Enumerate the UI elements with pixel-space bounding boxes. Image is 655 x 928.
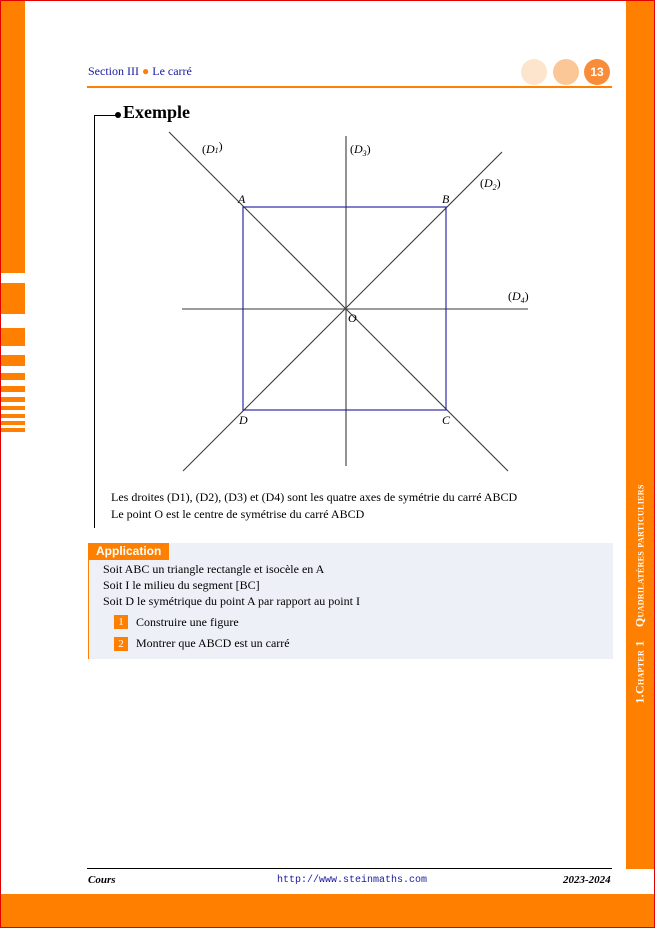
footer-year: 2023-2024 <box>563 874 611 886</box>
label-d2: $(D_2)$ <box>480 176 501 192</box>
question-1-text: Construire une figure <box>136 615 239 629</box>
center-o: O <box>348 311 357 325</box>
application-label: Application <box>88 543 169 560</box>
footer-url-link[interactable]: http://www.steinmaths.com <box>277 875 428 886</box>
example-description-line-1 <box>111 490 517 505</box>
chapter-prefix: 1. <box>632 694 647 704</box>
chapter-title: Quadrilatères particuliers <box>632 484 647 628</box>
axis-line-d2 <box>183 152 502 471</box>
chapter-word: Chapter <box>632 649 647 695</box>
question-2-text: Montrer que ABCD est un carré <box>136 636 290 650</box>
desc-line-1-text: Les droites (D1), (D2), (D3) et (D4) sont les quatre axes de symétrie du carré ABCD <box>111 490 518 504</box>
chapter-number: 1 <box>632 640 647 647</box>
section-title: Le carré <box>152 64 192 78</box>
application-line-3: Soit D le symétrique du point A par rapport au point I <box>103 594 360 608</box>
footer-left: Cours <box>88 874 116 886</box>
vertex-b: B <box>442 192 450 206</box>
application-line-2: Soit I le milieu du segment [BC] <box>103 578 260 592</box>
example-description-line-2 <box>111 507 364 522</box>
label-d3: $(D_3)$ <box>350 142 371 158</box>
section-label: Section III <box>88 64 139 78</box>
desc-line-2-text: Le point O est le centre de symétrise du carré ABCD <box>111 507 365 521</box>
label-d1: (D1) <box>202 139 223 156</box>
application-line-1: Soit ABC un triangle rectangle et isocèle en A <box>103 562 325 576</box>
example-title: Exemple <box>123 102 190 122</box>
bullet-dot-icon: ● <box>141 64 150 78</box>
label-d4: $(D_4)$ <box>508 289 529 305</box>
vertex-c: C <box>442 413 451 427</box>
page-number: 13 <box>584 59 610 85</box>
footer-rule <box>87 868 612 869</box>
question-number-2: 2 <box>114 637 128 651</box>
vertex-d: D <box>239 413 248 427</box>
axis-line-d1 <box>169 132 508 471</box>
question-number-1: 1 <box>114 615 128 629</box>
vertex-a: A <box>238 192 246 206</box>
